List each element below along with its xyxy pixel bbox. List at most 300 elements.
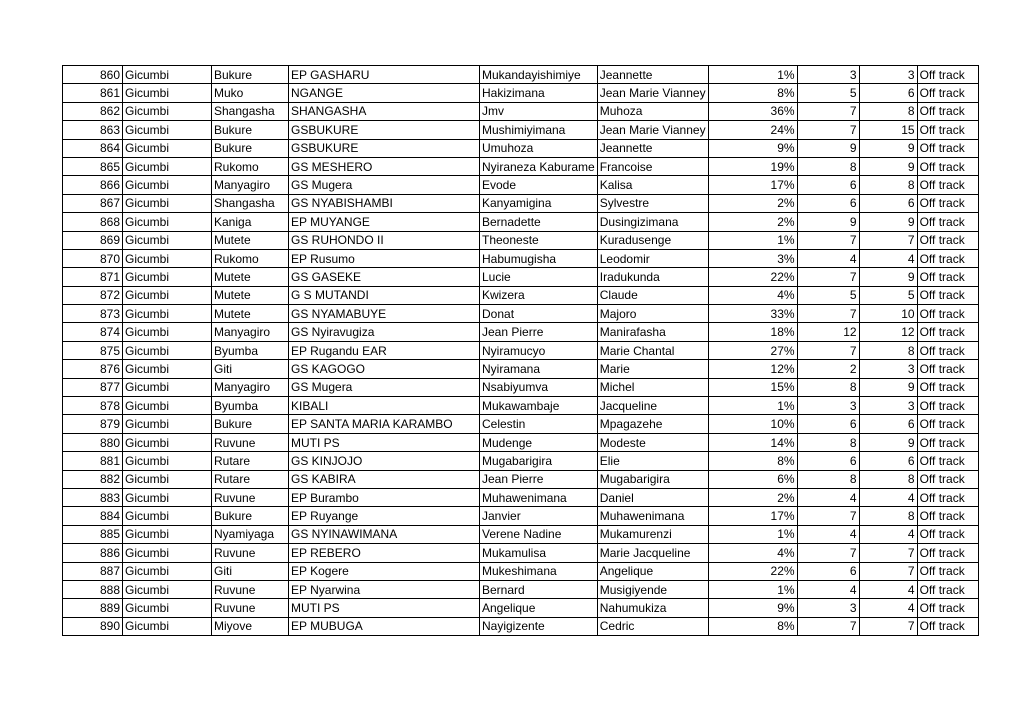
table-row	[63, 268, 979, 286]
cell-first-name: Musigiyende	[597, 580, 708, 598]
cell-count-b: 8	[859, 470, 917, 488]
cell-count-b: 7	[859, 544, 917, 562]
cell-count-a: 8	[797, 433, 859, 451]
cell-count-b: 9	[859, 268, 917, 286]
cell-first-name: Modeste	[597, 433, 708, 451]
cell-row-number: 870	[63, 249, 123, 267]
cell-status: Off track	[917, 194, 978, 212]
cell-first-name: Muhoza	[597, 102, 708, 120]
cell-count-b: 7	[859, 617, 917, 635]
cell-first-name: Cedric	[597, 617, 708, 635]
cell-district: Gicumbi	[123, 544, 212, 562]
cell-count-a: 5	[797, 84, 859, 102]
cell-percentage: 15%	[708, 378, 797, 396]
cell-last-name: Nyiramana	[480, 360, 598, 378]
table-row	[63, 213, 979, 231]
cell-first-name: Elie	[597, 452, 708, 470]
cell-status: Off track	[917, 102, 978, 120]
cell-district: Gicumbi	[123, 397, 212, 415]
cell-status: Off track	[917, 452, 978, 470]
cell-count-a: 7	[797, 268, 859, 286]
cell-first-name: Jeannette	[597, 139, 708, 157]
cell-school: EP MUBUGA	[289, 617, 480, 635]
cell-count-a: 9	[797, 213, 859, 231]
cell-first-name: Sylvestre	[597, 194, 708, 212]
cell-first-name: Kalisa	[597, 176, 708, 194]
cell-count-a: 7	[797, 102, 859, 120]
cell-status: Off track	[917, 305, 978, 323]
cell-sector: Giti	[212, 360, 289, 378]
cell-count-a: 7	[797, 305, 859, 323]
table-row	[63, 433, 979, 451]
cell-last-name: Habumugisha	[480, 249, 598, 267]
cell-last-name: Nyiramucyo	[480, 341, 598, 359]
table-row	[63, 84, 979, 102]
cell-count-b: 7	[859, 562, 917, 580]
cell-district: Gicumbi	[123, 433, 212, 451]
cell-district: Gicumbi	[123, 84, 212, 102]
cell-count-a: 5	[797, 286, 859, 304]
cell-sector: Mutete	[212, 286, 289, 304]
cell-district: Gicumbi	[123, 415, 212, 433]
cell-last-name: Jmv	[480, 102, 598, 120]
cell-last-name: Lucie	[480, 268, 598, 286]
data-table	[62, 65, 979, 636]
cell-sector: Shangasha	[212, 102, 289, 120]
cell-sector: Byumba	[212, 397, 289, 415]
table-row	[63, 507, 979, 525]
cell-percentage: 22%	[708, 562, 797, 580]
cell-count-b: 10	[859, 305, 917, 323]
cell-district: Gicumbi	[123, 66, 212, 84]
cell-school: EP Nyarwina	[289, 580, 480, 598]
cell-row-number: 874	[63, 323, 123, 341]
cell-count-a: 6	[797, 562, 859, 580]
cell-count-b: 3	[859, 66, 917, 84]
cell-school: GS NYAMABUYE	[289, 305, 480, 323]
cell-count-a: 2	[797, 360, 859, 378]
cell-status: Off track	[917, 599, 978, 617]
cell-count-a: 7	[797, 507, 859, 525]
cell-count-a: 7	[797, 231, 859, 249]
cell-school: GS KINJOJO	[289, 452, 480, 470]
cell-row-number: 885	[63, 525, 123, 543]
cell-district: Gicumbi	[123, 268, 212, 286]
cell-school: GS KAGOGO	[289, 360, 480, 378]
cell-percentage: 2%	[708, 213, 797, 231]
cell-count-b: 4	[859, 249, 917, 267]
cell-status: Off track	[917, 66, 978, 84]
cell-count-a: 7	[797, 617, 859, 635]
cell-count-b: 3	[859, 360, 917, 378]
table-row	[63, 66, 979, 84]
cell-last-name: Jean Pierre	[480, 323, 598, 341]
cell-count-b: 9	[859, 433, 917, 451]
cell-last-name: Theoneste	[480, 231, 598, 249]
cell-first-name: Leodomir	[597, 249, 708, 267]
cell-row-number: 862	[63, 102, 123, 120]
cell-percentage: 1%	[708, 66, 797, 84]
cell-sector: Manyagiro	[212, 176, 289, 194]
cell-sector: Rutare	[212, 452, 289, 470]
table-row	[63, 341, 979, 359]
cell-last-name: Umuhoza	[480, 139, 598, 157]
cell-count-a: 6	[797, 194, 859, 212]
cell-first-name: Jacqueline	[597, 397, 708, 415]
cell-district: Gicumbi	[123, 360, 212, 378]
cell-count-a: 3	[797, 599, 859, 617]
cell-sector: Mutete	[212, 231, 289, 249]
table-row	[63, 452, 979, 470]
cell-district: Gicumbi	[123, 213, 212, 231]
table-row	[63, 617, 979, 635]
cell-district: Gicumbi	[123, 139, 212, 157]
cell-status: Off track	[917, 507, 978, 525]
cell-percentage: 1%	[708, 525, 797, 543]
cell-percentage: 24%	[708, 121, 797, 139]
cell-school: GS MESHERO	[289, 157, 480, 175]
cell-district: Gicumbi	[123, 121, 212, 139]
cell-district: Gicumbi	[123, 341, 212, 359]
cell-school: EP Kogere	[289, 562, 480, 580]
cell-status: Off track	[917, 544, 978, 562]
cell-percentage: 2%	[708, 488, 797, 506]
cell-percentage: 33%	[708, 305, 797, 323]
cell-row-number: 872	[63, 286, 123, 304]
cell-district: Gicumbi	[123, 452, 212, 470]
cell-district: Gicumbi	[123, 102, 212, 120]
table-row	[63, 249, 979, 267]
cell-status: Off track	[917, 139, 978, 157]
cell-row-number: 869	[63, 231, 123, 249]
cell-count-b: 6	[859, 84, 917, 102]
cell-school: GS Mugera	[289, 176, 480, 194]
cell-percentage: 8%	[708, 452, 797, 470]
cell-last-name: Mukeshimana	[480, 562, 598, 580]
table-row	[63, 157, 979, 175]
cell-first-name: Muhawenimana	[597, 507, 708, 525]
cell-count-a: 8	[797, 157, 859, 175]
cell-sector: Bukure	[212, 507, 289, 525]
cell-first-name: Jean Marie Vianney	[597, 84, 708, 102]
cell-status: Off track	[917, 176, 978, 194]
cell-percentage: 9%	[708, 599, 797, 617]
cell-percentage: 22%	[708, 268, 797, 286]
table-row	[63, 323, 979, 341]
cell-row-number: 880	[63, 433, 123, 451]
cell-sector: Manyagiro	[212, 323, 289, 341]
cell-first-name: Daniel	[597, 488, 708, 506]
cell-percentage: 9%	[708, 139, 797, 157]
cell-count-b: 9	[859, 139, 917, 157]
table-row	[63, 286, 979, 304]
table-row	[63, 525, 979, 543]
cell-count-b: 8	[859, 341, 917, 359]
cell-percentage: 17%	[708, 176, 797, 194]
cell-row-number: 881	[63, 452, 123, 470]
table-row	[63, 360, 979, 378]
cell-last-name: Kanyamigina	[480, 194, 598, 212]
cell-status: Off track	[917, 415, 978, 433]
cell-row-number: 860	[63, 66, 123, 84]
cell-count-a: 3	[797, 397, 859, 415]
cell-percentage: 1%	[708, 397, 797, 415]
cell-school: MUTI PS	[289, 433, 480, 451]
cell-school: GS GASEKE	[289, 268, 480, 286]
cell-row-number: 886	[63, 544, 123, 562]
cell-count-b: 4	[859, 580, 917, 598]
table-row	[63, 415, 979, 433]
cell-sector: Shangasha	[212, 194, 289, 212]
cell-last-name: Jean Pierre	[480, 470, 598, 488]
cell-status: Off track	[917, 249, 978, 267]
cell-school: KIBALI	[289, 397, 480, 415]
cell-first-name: Mukamurenzi	[597, 525, 708, 543]
cell-status: Off track	[917, 84, 978, 102]
cell-row-number: 887	[63, 562, 123, 580]
cell-district: Gicumbi	[123, 249, 212, 267]
cell-first-name: Jeannette	[597, 66, 708, 84]
cell-status: Off track	[917, 397, 978, 415]
cell-first-name: Michel	[597, 378, 708, 396]
cell-first-name: Dusingizimana	[597, 213, 708, 231]
cell-percentage: 1%	[708, 580, 797, 598]
cell-first-name: Iradukunda	[597, 268, 708, 286]
cell-last-name: Nayigizente	[480, 617, 598, 635]
cell-sector: Byumba	[212, 341, 289, 359]
cell-count-a: 8	[797, 378, 859, 396]
cell-sector: Manyagiro	[212, 378, 289, 396]
cell-district: Gicumbi	[123, 286, 212, 304]
cell-status: Off track	[917, 378, 978, 396]
cell-sector: Rukomo	[212, 157, 289, 175]
cell-count-a: 8	[797, 470, 859, 488]
cell-percentage: 36%	[708, 102, 797, 120]
cell-last-name: Angelique	[480, 599, 598, 617]
cell-sector: Kaniga	[212, 213, 289, 231]
cell-row-number: 883	[63, 488, 123, 506]
cell-first-name: Marie Chantal	[597, 341, 708, 359]
cell-first-name: Marie	[597, 360, 708, 378]
cell-school: EP SANTA MARIA KARAMBO	[289, 415, 480, 433]
cell-row-number: 866	[63, 176, 123, 194]
cell-sector: Bukure	[212, 121, 289, 139]
cell-sector: Ruvune	[212, 544, 289, 562]
cell-district: Gicumbi	[123, 323, 212, 341]
cell-percentage: 4%	[708, 286, 797, 304]
cell-sector: Ruvune	[212, 599, 289, 617]
table-row	[63, 176, 979, 194]
cell-school: SHANGASHA	[289, 102, 480, 120]
cell-status: Off track	[917, 157, 978, 175]
cell-count-b: 8	[859, 176, 917, 194]
cell-count-b: 12	[859, 323, 917, 341]
cell-school: EP REBERO	[289, 544, 480, 562]
cell-first-name: Manirafasha	[597, 323, 708, 341]
cell-row-number: 878	[63, 397, 123, 415]
table-row	[63, 470, 979, 488]
cell-percentage: 2%	[708, 194, 797, 212]
table-row	[63, 562, 979, 580]
cell-row-number: 867	[63, 194, 123, 212]
cell-school: EP Ruyange	[289, 507, 480, 525]
cell-count-b: 6	[859, 452, 917, 470]
cell-last-name: Kwizera	[480, 286, 598, 304]
cell-status: Off track	[917, 470, 978, 488]
table-row	[63, 488, 979, 506]
cell-count-b: 6	[859, 415, 917, 433]
cell-status: Off track	[917, 433, 978, 451]
cell-district: Gicumbi	[123, 599, 212, 617]
cell-count-b: 9	[859, 213, 917, 231]
cell-district: Gicumbi	[123, 176, 212, 194]
cell-percentage: 8%	[708, 617, 797, 635]
cell-district: Gicumbi	[123, 507, 212, 525]
table-row	[63, 139, 979, 157]
cell-percentage: 17%	[708, 507, 797, 525]
cell-sector: Rukomo	[212, 249, 289, 267]
cell-district: Gicumbi	[123, 378, 212, 396]
cell-school: EP Rugandu EAR	[289, 341, 480, 359]
cell-last-name: Celestin	[480, 415, 598, 433]
cell-last-name: Donat	[480, 305, 598, 323]
cell-count-a: 4	[797, 488, 859, 506]
cell-last-name: Bernard	[480, 580, 598, 598]
table-body	[63, 66, 979, 636]
cell-percentage: 27%	[708, 341, 797, 359]
cell-row-number: 873	[63, 305, 123, 323]
cell-status: Off track	[917, 121, 978, 139]
cell-row-number: 871	[63, 268, 123, 286]
cell-row-number: 868	[63, 213, 123, 231]
table-row	[63, 102, 979, 120]
cell-last-name: Janvier	[480, 507, 598, 525]
cell-status: Off track	[917, 525, 978, 543]
cell-percentage: 6%	[708, 470, 797, 488]
cell-last-name: Verene Nadine	[480, 525, 598, 543]
cell-first-name: Kuradusenge	[597, 231, 708, 249]
cell-row-number: 875	[63, 341, 123, 359]
cell-row-number: 889	[63, 599, 123, 617]
cell-district: Gicumbi	[123, 157, 212, 175]
cell-percentage: 14%	[708, 433, 797, 451]
cell-school: GS NYINAWIMANA	[289, 525, 480, 543]
cell-school: GS Nyiravugiza	[289, 323, 480, 341]
cell-count-a: 7	[797, 544, 859, 562]
cell-first-name: Mpagazehe	[597, 415, 708, 433]
cell-first-name: Jean Marie Vianney	[597, 121, 708, 139]
cell-count-a: 4	[797, 525, 859, 543]
cell-count-b: 9	[859, 157, 917, 175]
cell-first-name: Claude	[597, 286, 708, 304]
cell-row-number: 861	[63, 84, 123, 102]
cell-sector: Mutete	[212, 268, 289, 286]
cell-school: GSBUKURE	[289, 139, 480, 157]
cell-count-b: 7	[859, 231, 917, 249]
cell-first-name: Majoro	[597, 305, 708, 323]
cell-count-a: 4	[797, 249, 859, 267]
cell-district: Gicumbi	[123, 305, 212, 323]
cell-count-a: 7	[797, 341, 859, 359]
cell-percentage: 1%	[708, 231, 797, 249]
table-row	[63, 599, 979, 617]
table-row	[63, 121, 979, 139]
cell-sector: Bukure	[212, 139, 289, 157]
cell-school: EP MUYANGE	[289, 213, 480, 231]
cell-last-name: Bernadette	[480, 213, 598, 231]
cell-last-name: Mudenge	[480, 433, 598, 451]
cell-count-a: 9	[797, 139, 859, 157]
cell-last-name: Nyiraneza Kaburame	[480, 157, 598, 175]
cell-row-number: 865	[63, 157, 123, 175]
cell-school: GS RUHONDO II	[289, 231, 480, 249]
cell-sector: Giti	[212, 562, 289, 580]
table-row	[63, 580, 979, 598]
cell-sector: Ruvune	[212, 433, 289, 451]
cell-status: Off track	[917, 580, 978, 598]
cell-last-name: Mukawambaje	[480, 397, 598, 415]
cell-school: EP Burambo	[289, 488, 480, 506]
cell-last-name: Mugabarigira	[480, 452, 598, 470]
cell-first-name: Francoise	[597, 157, 708, 175]
cell-last-name: Hakizimana	[480, 84, 598, 102]
cell-status: Off track	[917, 562, 978, 580]
cell-district: Gicumbi	[123, 617, 212, 635]
cell-count-b: 9	[859, 378, 917, 396]
cell-percentage: 12%	[708, 360, 797, 378]
cell-sector: Nyamiyaga	[212, 525, 289, 543]
cell-row-number: 884	[63, 507, 123, 525]
cell-last-name: Muhawenimana	[480, 488, 598, 506]
cell-sector: Muko	[212, 84, 289, 102]
cell-status: Off track	[917, 231, 978, 249]
cell-last-name: Mukamulisa	[480, 544, 598, 562]
cell-count-a: 7	[797, 121, 859, 139]
cell-percentage: 3%	[708, 249, 797, 267]
cell-row-number: 876	[63, 360, 123, 378]
table-row	[63, 397, 979, 415]
cell-first-name: Angelique	[597, 562, 708, 580]
table-row	[63, 544, 979, 562]
cell-count-b: 6	[859, 194, 917, 212]
cell-count-b: 5	[859, 286, 917, 304]
cell-status: Off track	[917, 488, 978, 506]
cell-status: Off track	[917, 341, 978, 359]
cell-count-b: 4	[859, 488, 917, 506]
cell-last-name: Mukandayishimiye	[480, 66, 598, 84]
cell-status: Off track	[917, 213, 978, 231]
cell-count-a: 4	[797, 580, 859, 598]
cell-row-number: 882	[63, 470, 123, 488]
table-row	[63, 378, 979, 396]
cell-percentage: 4%	[708, 544, 797, 562]
cell-row-number: 888	[63, 580, 123, 598]
cell-percentage: 19%	[708, 157, 797, 175]
cell-school: GSBUKURE	[289, 121, 480, 139]
cell-count-a: 12	[797, 323, 859, 341]
cell-sector: Ruvune	[212, 580, 289, 598]
cell-district: Gicumbi	[123, 525, 212, 543]
cell-first-name: Nahumukiza	[597, 599, 708, 617]
cell-count-b: 3	[859, 397, 917, 415]
cell-district: Gicumbi	[123, 194, 212, 212]
cell-count-b: 8	[859, 102, 917, 120]
cell-district: Gicumbi	[123, 488, 212, 506]
cell-last-name: Evode	[480, 176, 598, 194]
cell-count-a: 6	[797, 176, 859, 194]
cell-count-a: 6	[797, 415, 859, 433]
cell-status: Off track	[917, 617, 978, 635]
